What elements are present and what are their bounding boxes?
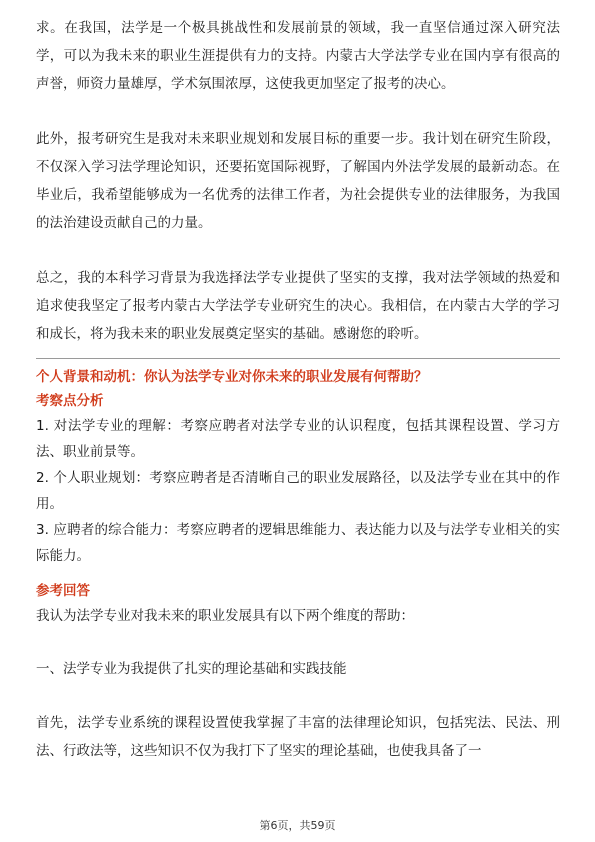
paragraph-gap (36, 237, 560, 264)
paragraph-career-plan: 此外，报考研究生是我对未来职业规划和发展目标的重要一步。我计划在研究生阶段，不仅深入学习法学理论知识，还要拓宽国际视野，了解国内外法学发展的最新动态。在毕业后，我希望能够成为一名优秀的法律工作者，为社会提供专业的法律服务，为我国的法治建设贡献自己的力量。 (36, 131, 560, 231)
analysis-item-3: 3. 应聘者的综合能力：考察应聘者的逻辑思维能力、表达能力以及与法学专业相关的实际能力。 (36, 522, 560, 564)
analysis-title: 考察点分析 (36, 393, 104, 409)
paragraph-gap (36, 98, 560, 125)
paragraph-motivation: 求。在我国，法学是一个极具挑战性和发展前景的领域，我一直坚信通过深入研究法学，可以为我未来的职业生涯提供有力的支持。内蒙古大学法学专业在国内享有很高的声誉，师资力量雄厚，学术氛围浓厚，这使我更加坚定了报考的决心。 (36, 20, 560, 92)
reference-answer-title: 参考回答 (36, 583, 90, 599)
analysis-item-1: 1. 对法学专业的理解：考察应聘者对法学专业的认识程度，包括其课程设置、学习方法、职业前景等。 (36, 418, 560, 460)
paragraph-conclusion: 总之，我的本科学习背景为我选择法学专业提供了坚实的支撑，我对法学领域的热爱和追求使我坚定了报考内蒙古大学法学专业研究生的决心。我相信，在内蒙古大学的学习和成长，将为我未来的职业发展奠定坚实的基础。感谢您的聆听。 (36, 270, 560, 342)
answer-body-1: 首先，法学专业系统的课程设置使我掌握了丰富的法律理论知识，包括宪法、民法、刑法、行政法等，这些知识不仅为我打下了坚实的理论基础，也使我具备了一 (36, 715, 560, 759)
answer-point-1: 一、法学专业为我提供了扎实的理论基础和实践技能 (36, 661, 347, 677)
section-divider (36, 358, 560, 359)
document-page (36, 14, 560, 765)
page-number: 第6页，共59页 (259, 819, 336, 832)
paragraph-gap (36, 629, 560, 656)
paragraph-gap (36, 682, 560, 709)
answer-intro: 我认为法学专业对我未来的职业发展具有以下两个维度的帮助： (36, 608, 414, 624)
analysis-item-2: 2. 个人职业规划：考察应聘者是否清晰自己的职业发展路径，以及法学专业在其中的作用。 (36, 470, 560, 512)
question-heading: 个人背景和动机：你认为法学专业对你未来的职业发展有何帮助？ (36, 369, 428, 385)
